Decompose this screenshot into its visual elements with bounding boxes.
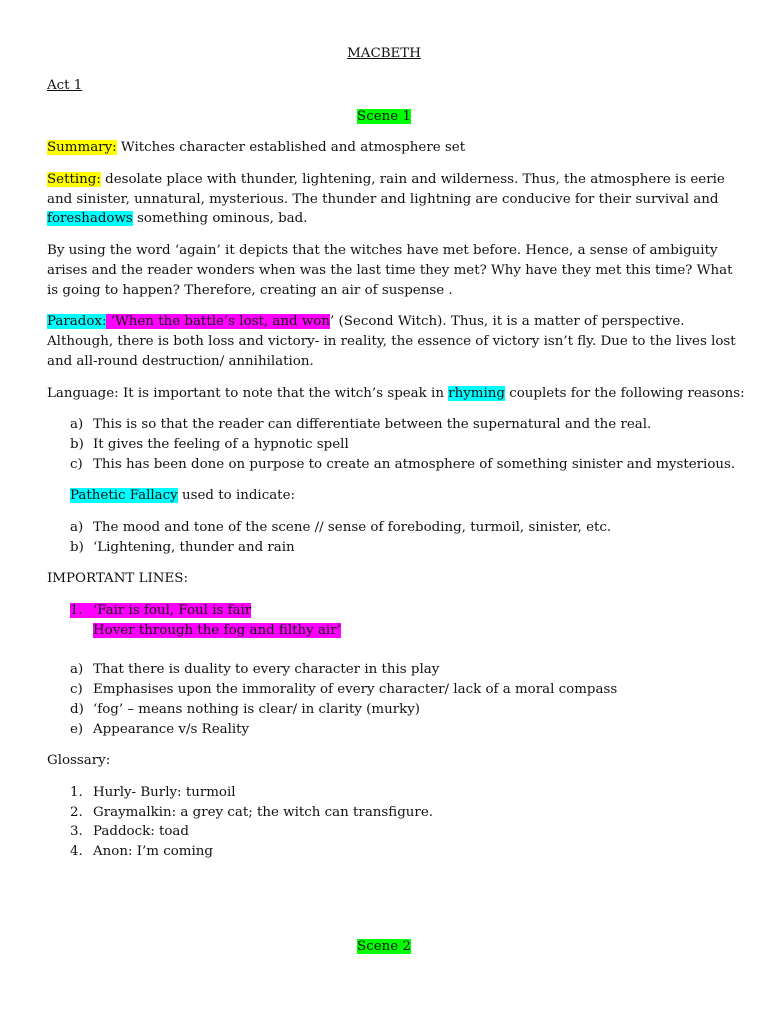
list-item (70, 660, 439, 680)
list-marker: b) (70, 437, 84, 452)
list-text: This is so that the reader can differentiate between the supernatural and the real. (93, 417, 652, 432)
list-marker: 2. (70, 805, 83, 820)
glossary-text: Anon: I’m coming (93, 844, 213, 859)
paradox-text-3: and all-round destruction/ annihilation. (47, 354, 314, 369)
paradox-line-1 (47, 312, 685, 332)
language-before: Language: It is important to note that the witch’s speak in (47, 386, 449, 401)
list-marker: c) (70, 457, 83, 472)
list-item (70, 720, 249, 740)
glossary-heading (47, 751, 110, 771)
list-marker: a) (70, 417, 84, 432)
title-text: MACBETH (347, 46, 421, 61)
rhyming-highlight: rhyming (448, 386, 505, 401)
paradox-line-2 (47, 332, 736, 352)
act-heading (47, 76, 82, 96)
list-marker: c) (70, 682, 83, 697)
paradox-line-3 (47, 352, 314, 372)
important-lines-heading (47, 569, 188, 589)
list-marker: 4. (70, 844, 83, 859)
glossary-item (70, 783, 236, 803)
setting-line-3 (47, 209, 307, 229)
paradox-label: Paradox: (47, 314, 107, 329)
again-text-2: arises and the reader wonders when was the last time they met? Why have they met this time? What (47, 263, 733, 278)
list-marker: a) (70, 662, 84, 677)
again-line-3 (47, 281, 453, 301)
setting-text-1: desolate place with thunder, lightening, rain and wilderness. Thus, the atmosphere is eerie (100, 172, 725, 187)
glossary-text: Graymalkin: a grey cat; the witch can transfigure. (93, 805, 434, 820)
list-marker: a) (70, 520, 84, 535)
foreshadows-highlight: foreshadows (47, 211, 133, 226)
list-marker: 1. (70, 785, 83, 800)
setting-line-2 (47, 190, 718, 210)
paradox-after: ’ (Second Witch). Thus, it is a matter of perspective. (329, 314, 685, 329)
act-text: Act 1 (47, 78, 83, 93)
important-quote-line-2 (93, 621, 341, 641)
pathetic-fallacy-highlight: Pathetic Fallacy (70, 488, 178, 503)
glossary-text: Paddock: toad (93, 824, 189, 839)
list-text: The mood and tone of the scene // sense of foreboding, turmoil, sinister, etc. (93, 520, 612, 535)
summary-label: Summary: (47, 140, 117, 155)
again-line-2 (47, 261, 732, 281)
list-marker: d) (70, 702, 84, 717)
setting-text-3: something ominous, bad. (132, 211, 308, 226)
list-text: This has been done on purpose to create an atmosphere of something sinister and mysterious. (93, 457, 736, 472)
list-marker: e) (70, 722, 84, 737)
scene1-heading (0, 107, 768, 127)
important-quote-text-1: ‘Fair is foul, Foul is fair (93, 603, 252, 618)
list-item (70, 435, 349, 455)
pathetic-fallacy-line (70, 486, 295, 506)
list-text: Emphasises upon the immorality of every character/ lack of a moral compass (93, 682, 618, 697)
list-marker: 1. (70, 603, 83, 618)
glossary-item (70, 822, 189, 842)
list-item (70, 518, 611, 538)
list-marker: b) (70, 540, 84, 555)
important-quote-marker-highlight (70, 603, 251, 618)
again-text-3: is going to happen? Therefore, creating an air of suspense . (47, 283, 453, 298)
language-after: couplets for the following reasons: (504, 386, 745, 401)
glossary-item (70, 803, 433, 823)
setting-line-1 (47, 170, 725, 190)
list-marker: 3. (70, 824, 83, 839)
summary-text: Witches character established and atmosphere set (116, 140, 466, 155)
list-item (70, 455, 735, 475)
list-item (70, 415, 651, 435)
list-text: That there is duality to every character in this play (93, 662, 440, 677)
glossary-item (70, 842, 213, 862)
paradox-quote: ‘When the battle’s lost, and won (106, 314, 330, 329)
list-item (70, 700, 420, 720)
document-title (0, 44, 768, 64)
glossary-heading-text: Glossary: (47, 753, 111, 768)
list-text: ‘Lightening, thunder and rain (93, 540, 295, 555)
important-quote-text-2: Hover through the fog and filthy air’ (93, 623, 341, 638)
important-quote-line-1 (70, 601, 251, 621)
list-text: Appearance v/s Reality (93, 722, 250, 737)
again-line-1 (47, 241, 718, 261)
summary-line (47, 138, 465, 158)
pathetic-fallacy-after: used to indicate: (177, 488, 296, 503)
scene2-text: Scene 2 (357, 939, 411, 954)
list-item (70, 680, 617, 700)
language-line (47, 384, 745, 404)
list-text: ‘fog’ – means nothing is clear/ in clarity (murky) (93, 702, 421, 717)
setting-text-2: and sinister, unnatural, mysterious. The thunder and lightning are conducive for their survival and (47, 192, 719, 207)
scene2-heading (0, 937, 768, 957)
scene1-text: Scene 1 (357, 109, 411, 124)
glossary-text: Hurly- Burly: turmoil (93, 785, 236, 800)
paradox-text-2: Although, there is both loss and victory- in reality, the essence of victory isn’t fly. Due to the lives lost (47, 334, 736, 349)
list-item (70, 538, 295, 558)
again-text-1: By using the word ‘again’ it depicts that the witches have met before. Hence, a sense of ambiguity (47, 243, 718, 258)
list-text: It gives the feeling of a hypnotic spell (93, 437, 349, 452)
important-lines-text: IMPORTANT LINES: (47, 571, 188, 586)
setting-label: Setting: (47, 172, 101, 187)
